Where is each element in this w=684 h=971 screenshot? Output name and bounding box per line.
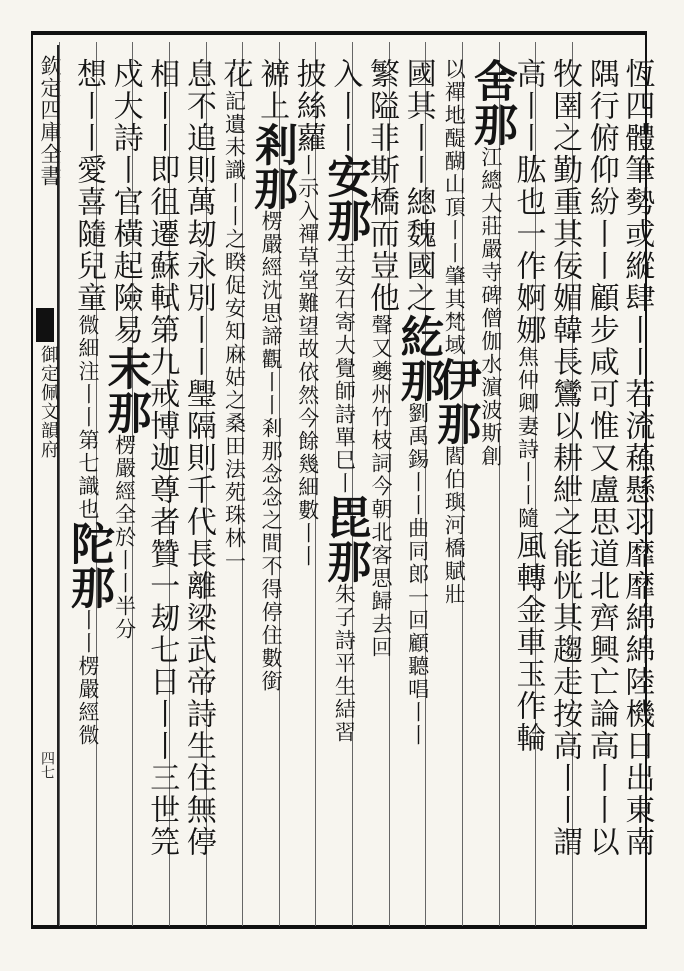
headword: 紇那 [392, 314, 444, 402]
body-text: 披絲蘿 [290, 58, 326, 154]
body-text: 入丨丨 [327, 58, 363, 154]
annotation-text: 聲又夔州竹枝詞今朝北客思歸去回 [369, 314, 393, 659]
column-text [392, 58, 444, 747]
text-body [59, 42, 655, 926]
body-text: 戍大詩丨官橫起險易 [107, 58, 143, 346]
headword: 毘那 [319, 495, 371, 583]
body-text: 隅行俯仰紛丨丨顧步咸可惟又盧思道北齊興亡論高丨丨以 [583, 58, 619, 858]
body-text: 相丨丨即徂遷蘇軾第九戒博迦尊者贊一刼七日丨丨三世笎 [144, 58, 180, 858]
annotation-text: 丨示入禪草堂難望故依然 [295, 154, 320, 407]
body-text: 高丨丨肱也一作婀娜 [510, 58, 546, 346]
headword: 剎那 [246, 122, 298, 210]
margin-page-number: 四七 [39, 751, 55, 779]
column-text [141, 58, 181, 858]
body-text: 想丨丨愛喜隨兒童 [71, 58, 106, 314]
annotation-text: 楞嚴經全於丨丨半分 [112, 434, 137, 641]
fish-tail-mark [36, 308, 54, 342]
headword: 安那 [319, 154, 371, 242]
annotation-text: 丨丨楞嚴經微 [76, 609, 100, 747]
column-text [215, 58, 255, 573]
column-text [581, 58, 621, 858]
headword: 陀那 [63, 521, 114, 609]
headword: 舍那 [465, 58, 517, 146]
annotation-text: 記遺未識丨丨之睽促安知麻姑之桑田法苑珠林一 [222, 90, 247, 573]
body-text: 息不追則萬刼永別丨丨璺隔則千代長離梁武帝詩生住無停 [180, 58, 216, 858]
annotation-text: 焦仲卿妻詩丨丨隨 [515, 346, 540, 530]
annotation-text: 微細注丨丨第七識也 [76, 314, 100, 521]
column-text [544, 58, 584, 858]
annotation-text: 朱子詩平生結習 [332, 583, 357, 744]
text-column [59, 42, 114, 926]
annotation-text: 江總大莊嚴寺碑僧伽水濵波斯創 [478, 146, 503, 468]
annotation-text: 王安石寄大覺師詩單巳丨 [332, 242, 357, 495]
column-text [178, 58, 218, 858]
headword: 末那 [99, 346, 151, 434]
body-text: 花 [217, 58, 253, 90]
annotation-text: 今餘幾細數丨丨 [295, 407, 320, 568]
column-text [508, 58, 548, 754]
body-text: 國其丨丨總魏國之 [400, 58, 436, 314]
headword: 伊那 [429, 357, 481, 445]
body-text: 繁隘非斯橋而豈他 [364, 58, 399, 314]
column-text [246, 58, 298, 693]
body-text: 風轉金車玉作輪 [510, 530, 546, 754]
column-text [319, 58, 371, 744]
center-margin [31, 45, 62, 925]
margin-book-title: 御定佩文韻府 [38, 345, 59, 459]
column-text [616, 58, 656, 858]
body-text: 恆四體筆勢或縱肆丨丨若流蘓懸羽靡靡綿綿陸機日出東南 [619, 58, 655, 858]
column-text [63, 58, 114, 747]
annotation-text: 楞嚴經沈思諦觀丨丨剎那念念之間不得停住數銜 [259, 210, 284, 693]
annotation-text: 以禪地醍醐山頂丨丨肇其梵域 [442, 58, 467, 357]
body-text: 牧圉之勤重其佞媚韓長鸞以耕紲之能恍其趨走按高丨丨謂 [547, 58, 583, 858]
margin-collection-title: 欽定四庫全書 [38, 55, 62, 187]
annotation-text: 劉禹錫丨丨曲同郎一回顧聽唱丨丨 [405, 402, 430, 747]
body-text: 褯上 [254, 58, 290, 122]
annotation-text: 閻伯璵河橋賦壯 [442, 445, 467, 606]
